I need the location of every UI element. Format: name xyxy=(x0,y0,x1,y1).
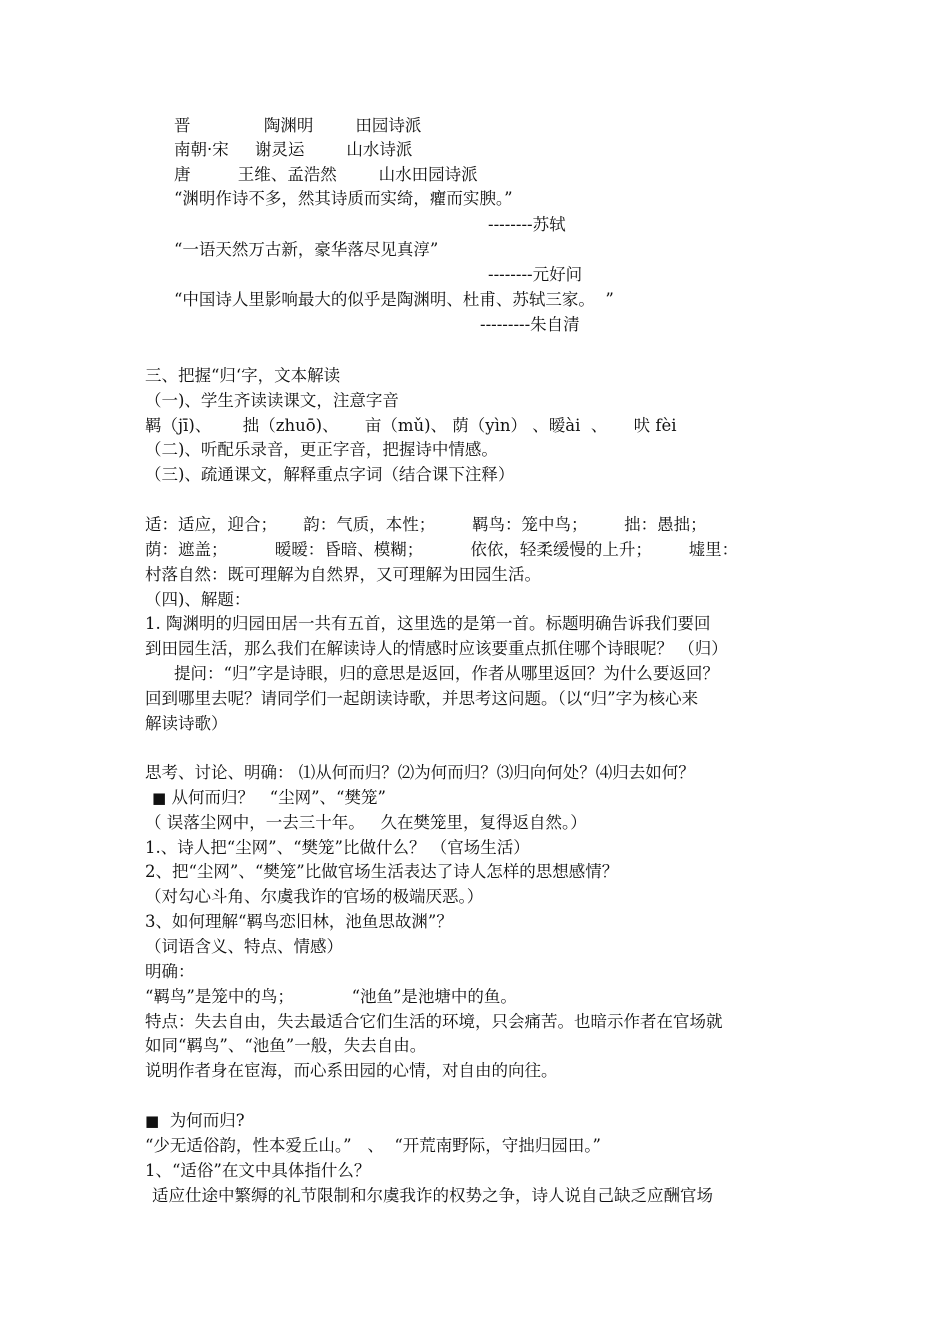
subheading-four: （四)、解题： xyxy=(145,590,251,609)
features-line-1: 特点：失去自由，失去最适合它们生活的环境，只会痛苦。也暗示作者在官场就 xyxy=(145,1012,723,1031)
glossary-line-2: 荫：遮盖； 暧暧：昏暗、模糊； 依依，轻柔缓慢的上升； 墟里： xyxy=(145,540,739,559)
attribution-yuanhaowen: --------元好问 xyxy=(488,265,583,284)
discussion-questions: 思考、讨论、明确： ⑴从何而归？⑵为何而归？⑶归向何处？⑷归去如何？ xyxy=(145,763,695,782)
bullet-square-icon: ■ xyxy=(152,789,167,807)
q3-hint: （词语含义、特点、情感） xyxy=(145,937,343,956)
verse-quote-hills: “少无适俗韵，性本爱丘山。” 、 “开荒南野际，守拙归园田。” xyxy=(145,1136,601,1155)
explanation-line: 说明作者身在宦海，而心系田园的心情，对自由的向往。 xyxy=(145,1061,558,1080)
section-heading-three: 三、把握“归‘字，文本解读 xyxy=(145,366,341,385)
verse-quote-dustnet: （ 误落尘网中，一去三十年。 久在樊笼里，复得返自然。） xyxy=(145,813,587,832)
quote-sushi: “渊明作诗不多，然其诗质而实绮，癯而实腴。” xyxy=(174,189,513,208)
title-analysis-line-1: 1. 陶渊明的归园田居一共有五首，这里选的是第一首。标题明确告诉我们要回 xyxy=(145,614,711,633)
text-line-dynasty-tang: 唐 王维、孟浩然 山水田园诗派 xyxy=(174,165,478,184)
quote-yuanhaowen: “一语天然万古新，豪华落尽见真淳” xyxy=(174,240,439,259)
shisu-answer-line: 适应仕途中繁缛的礼节限制和尔虞我诈的权势之争，诗人说自己缺乏应酬官场 xyxy=(152,1186,713,1205)
quote-zhuziqing: “中国诗人里影响最大的似乎是陶渊明、杜甫、苏轼三家。 ” xyxy=(174,290,614,309)
q2-line: 2、把“尘网”、“樊笼”比做官场生活表达了诗人怎样的思想感情？ xyxy=(145,862,619,881)
q-shisu-line: 1、“适俗”在文中具体指什么？ xyxy=(145,1161,371,1180)
title-analysis-line-2: 到田园生活，那么我们在解读诗人的情感时应该要重点抓住哪个诗眼呢？ （归） xyxy=(145,639,728,658)
glossary-line-3: 村落自然：既可理解为自然界，又可理解为田园生活。 xyxy=(145,565,541,584)
clarify-definitions: “羁鸟”是笼中的鸟； “池鱼”是池塘中的鱼。 xyxy=(145,987,517,1006)
text-line-dynasty-jin: 晋 陶渊明 田园诗派 xyxy=(174,116,422,135)
question-line-3: 解读诗歌） xyxy=(145,714,228,733)
subheading-three: （三)、疏通课文，解释重点字词（结合课下注释） xyxy=(145,465,515,484)
text-line-dynasty-song: 南朝·宋 谢灵运 山水诗派 xyxy=(174,140,413,159)
question-line-2: 回到哪里去呢？请同学们一起朗读诗歌，并思考这问题。（以“归”字为核心来 xyxy=(145,689,699,708)
q2-answer: （对勾心斗角、尔虞我诈的官场的极端厌恶。） xyxy=(145,887,484,906)
bullet-square-icon: ■ xyxy=(145,1112,160,1130)
q1-line: 1.、诗人把“尘网”、“樊笼”比做什么？ （官场生活） xyxy=(145,838,530,857)
question-line-1: 提问：“归”字是诗眼，归的意思是返回，作者从哪里返回？为什么要返回？ xyxy=(174,664,719,683)
glossary-line-1: 适：适应，迎合； 韵：气质，本性； 羁鸟：笼中鸟； 拙：愚拙； xyxy=(145,515,707,534)
attribution-zhuziqing: ---------朱自清 xyxy=(480,315,580,334)
attribution-sushi: --------苏轼 xyxy=(488,215,566,234)
bullet-item-from-where: ■ 从何而归？ “尘网”、“樊笼” xyxy=(152,788,386,807)
bullet-item-why: ■ 为何而归? xyxy=(145,1111,245,1130)
subheading-one: （一)、学生齐读读课文，注意字音 xyxy=(145,391,399,410)
pronunciation-line: 羁（jī)、 拙（zhuō)、 亩（mǔ)、 荫（yìn） 、暧ài 、 吠 fèi xyxy=(145,416,677,435)
features-line-2: 如同“羁鸟”、“池鱼”一般，失去自由。 xyxy=(145,1036,427,1055)
clarify-label: 明确： xyxy=(145,962,195,981)
q3-line: 3、如何理解“羁鸟恋旧林，池鱼思故渊”？ xyxy=(145,912,453,931)
subheading-two: （二)、听配乐录音，更正字音，把握诗中情感。 xyxy=(145,440,498,459)
